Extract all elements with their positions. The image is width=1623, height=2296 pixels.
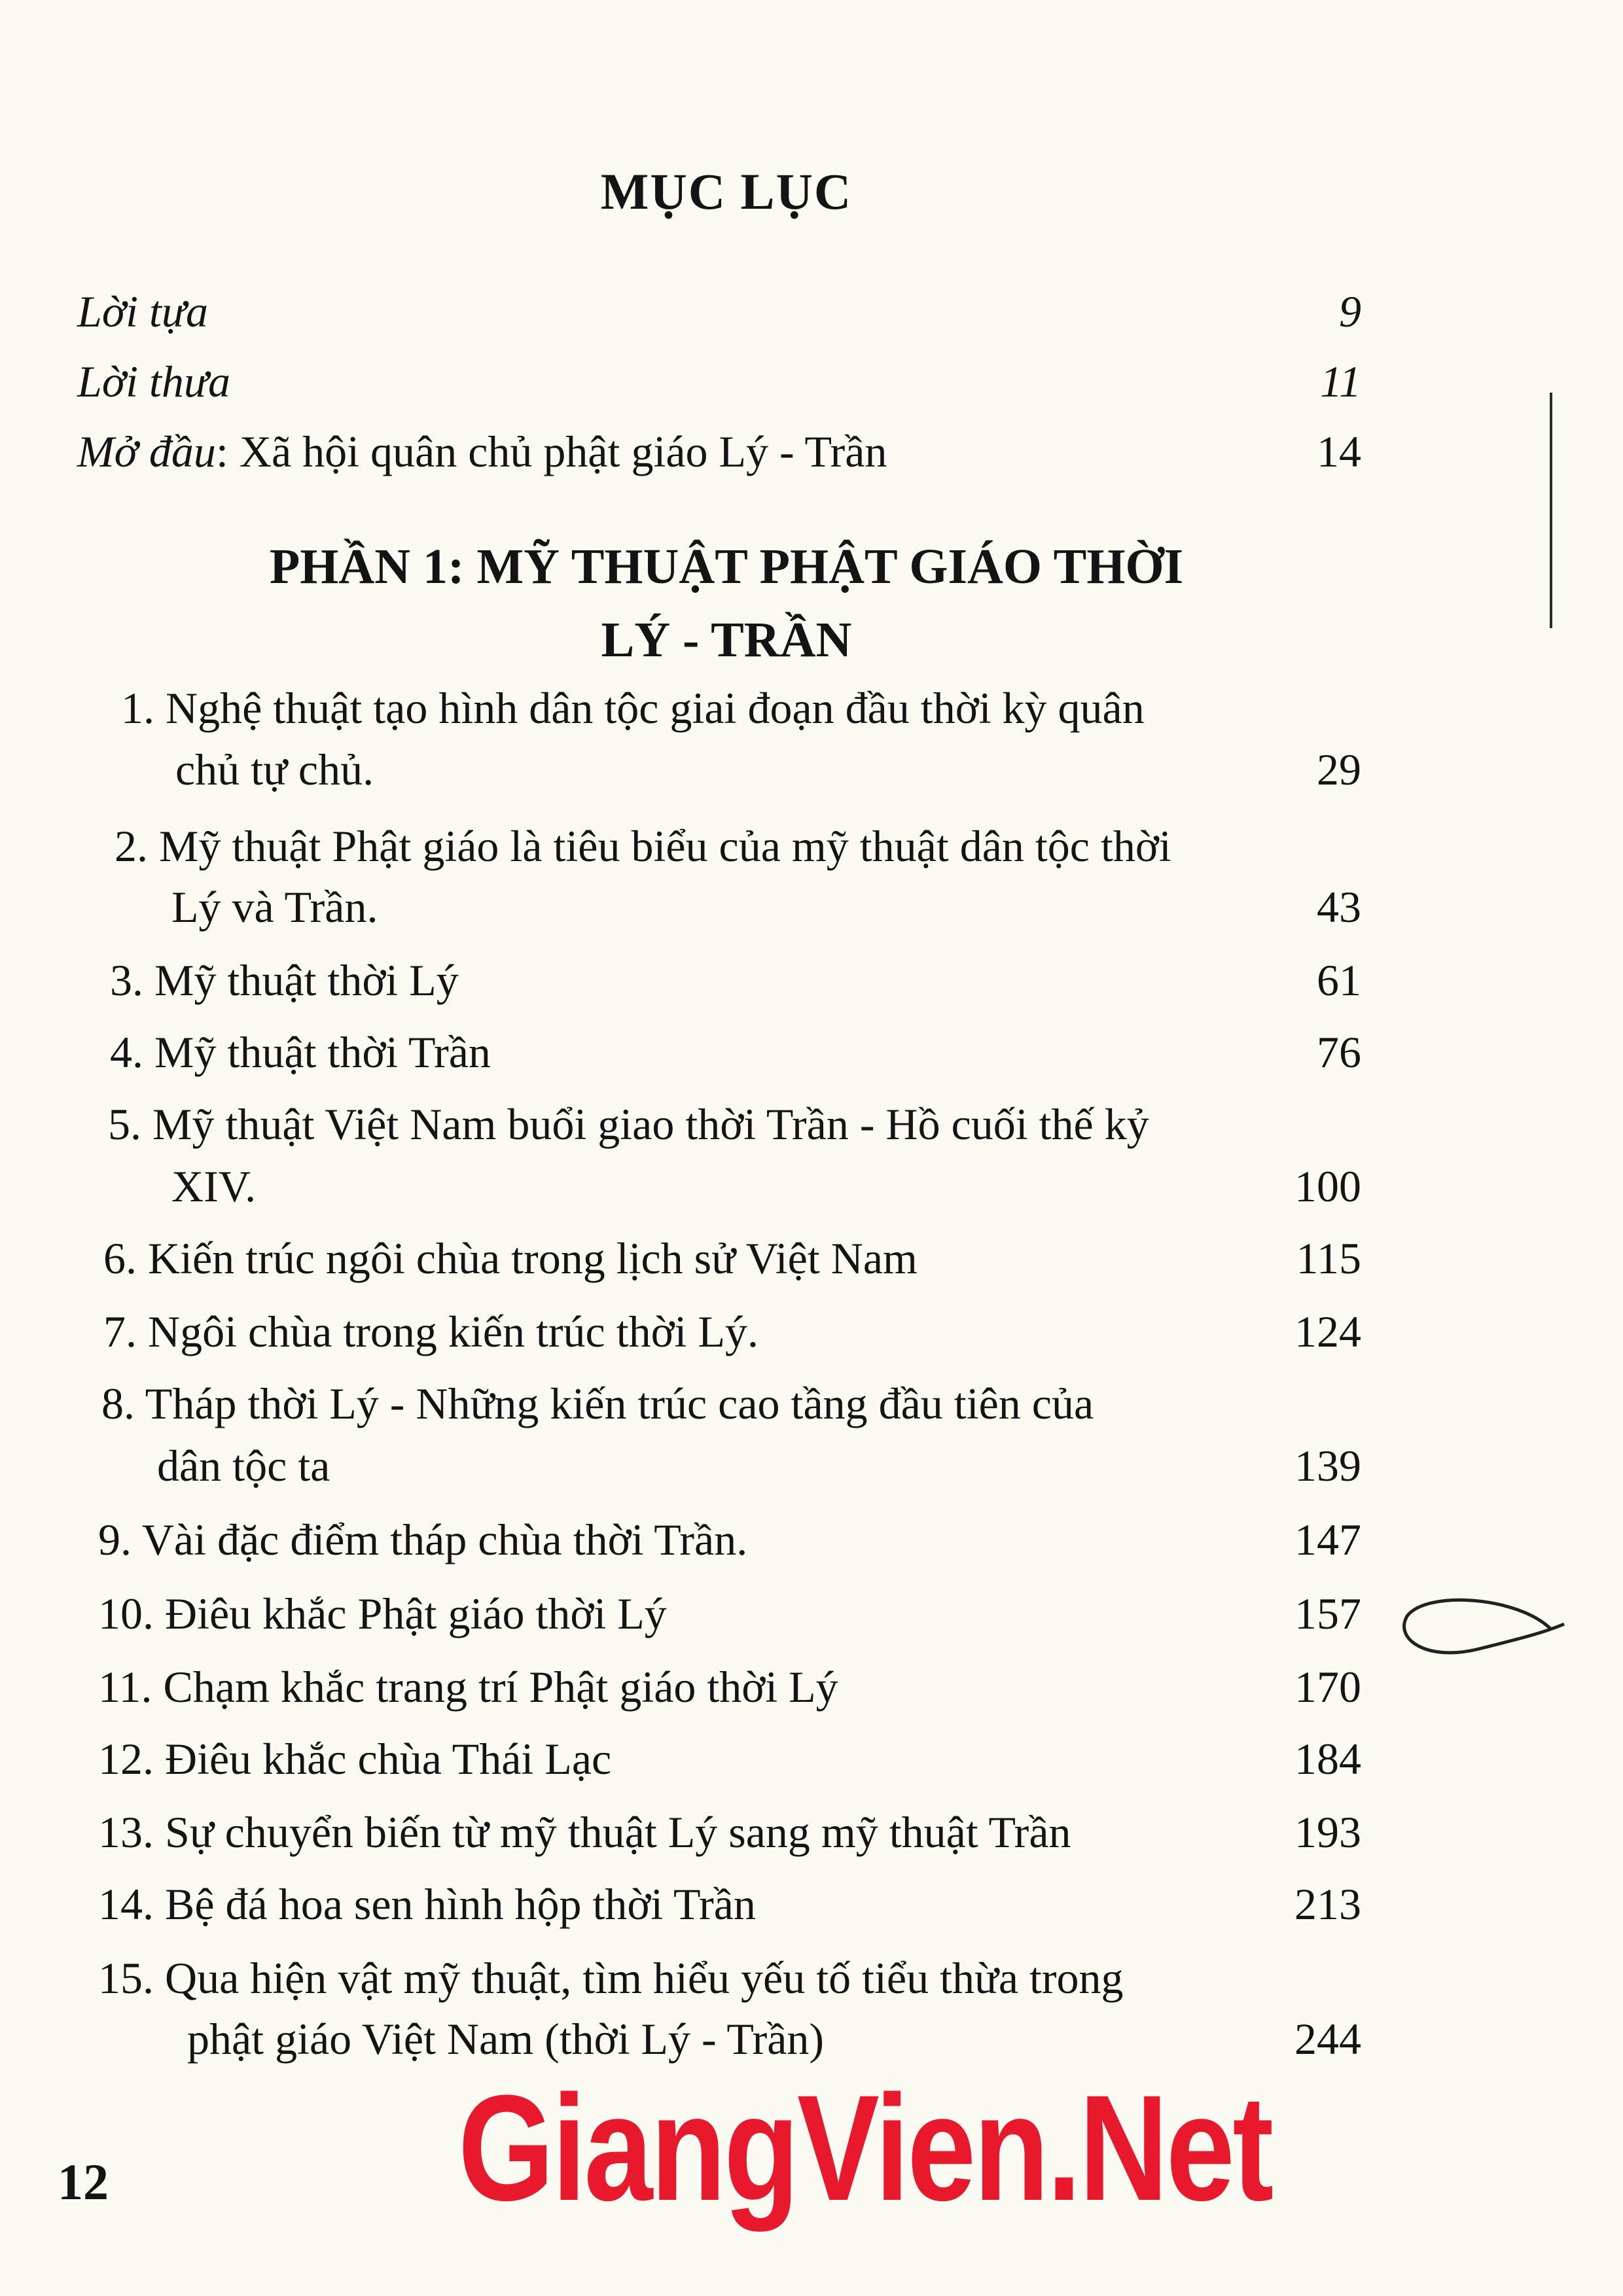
toc-entry-number: 11.	[98, 1662, 152, 1712]
toc-entry-page: 115	[1296, 1233, 1361, 1283]
toc-entry-label-rest: : Xã hội quân chủ phật giáo Lý - Trần	[215, 427, 887, 476]
toc-entry-page: 244	[1294, 2014, 1361, 2064]
toc-entry-title: Mỹ thuật Việt Nam buổi giao thời Trần - Hồ cuối thế kỷ	[152, 1099, 1149, 1149]
toc-entry-page: 43	[1317, 882, 1361, 932]
toc-entry-title-cont: chủ tự chủ.	[175, 745, 374, 794]
toc-entry-page: 9	[1339, 287, 1361, 336]
part-heading-line2: LÝ - TRẦN	[601, 612, 852, 667]
toc-entry-number: 12.	[98, 1734, 154, 1784]
toc-entry-title: Chạm khắc trang trí Phật giáo thời Lý	[163, 1662, 838, 1712]
toc-entry-page: 29	[1317, 745, 1361, 794]
page-number: 12	[58, 2153, 109, 2210]
toc-entry-title: Nghệ thuật tạo hình dân tộc giai đoạn đầu thời kỳ quân	[166, 683, 1145, 733]
toc-entry-title: Tháp thời Lý - Những kiến trúc cao tầng đầu tiên của	[145, 1379, 1094, 1428]
toc-entry-title: Kiến trúc ngôi chùa trong lịch sử Việt Nam	[148, 1233, 918, 1283]
margin-mark	[1550, 393, 1552, 628]
toc-entry-label: Lời tựa	[77, 287, 208, 336]
toc-entry-number: 1.	[121, 683, 154, 733]
toc-entry-page: 139	[1294, 1441, 1361, 1491]
toc-entry-page: 11	[1320, 357, 1361, 406]
toc-entry-number: 13.	[98, 1807, 154, 1857]
toc-entry-title: Mỹ thuật thời Trần	[154, 1027, 491, 1077]
pen-scribble-icon	[1387, 1583, 1584, 1675]
part-heading-line1: PHẦN 1: MỸ THUẬT PHẬT GIÁO THỜI	[269, 539, 1184, 594]
toc-entry-title-cont: Lý và Trần.	[171, 882, 378, 932]
toc-entry-number: 8.	[101, 1379, 135, 1428]
toc-entry-title: Mỹ thuật thời Lý	[154, 955, 459, 1005]
toc-entry-number: 7.	[103, 1307, 137, 1356]
part-heading	[0, 530, 1453, 677]
toc-entry-title: Mỹ thuật Phật giáo là tiêu biểu của mỹ thuật dân tộc thời	[159, 821, 1171, 871]
toc-entry-title: Điêu khắc Phật giáo thời Lý	[165, 1589, 667, 1638]
toc-entry-title: Điêu khắc chùa Thái Lạc	[165, 1734, 612, 1784]
toc-entry-page: 14	[1317, 427, 1361, 476]
toc-entry-label: Mở đầu	[77, 427, 216, 476]
toc-entry-number: 4.	[110, 1027, 143, 1077]
toc-entry-title: Vài đặc điểm tháp chùa thời Trần.	[141, 1515, 748, 1564]
toc-entry-page: 124	[1294, 1307, 1361, 1356]
toc-entry-page: 147	[1294, 1515, 1361, 1564]
watermark-logo: GiangVien.Net	[458, 2064, 1272, 2232]
toc-entry-title-cont: dân tộc ta	[157, 1441, 330, 1491]
toc-entry-label: Lời thưa	[77, 357, 230, 406]
toc-entry-number: 15.	[98, 1953, 154, 2003]
toc-entry-title: Bệ đá hoa sen hình hộp thời Trần	[165, 1879, 756, 1929]
toc-entry-title: Ngôi chùa trong kiến trúc thời Lý.	[148, 1307, 758, 1356]
toc-entry-page: 157	[1294, 1589, 1361, 1638]
toc-entry-number: 3.	[110, 955, 143, 1005]
toc-entry-page: 184	[1294, 1734, 1361, 1784]
toc-entry-title-cont: phật giáo Việt Nam (thời Lý - Trần)	[187, 2014, 825, 2064]
toc-entry-page: 100	[1294, 1161, 1361, 1211]
toc-entry-number: 9.	[98, 1515, 132, 1564]
toc-entry-number: 5.	[108, 1099, 141, 1149]
toc-entry-title: Sự chuyển biến từ mỹ thuật Lý sang mỹ thuật Trần	[165, 1807, 1071, 1857]
toc-entry-number: 10.	[98, 1589, 154, 1638]
toc-entry-page: 213	[1294, 1879, 1361, 1929]
toc-entry-page: 170	[1294, 1662, 1361, 1712]
toc-entry-page: 193	[1294, 1807, 1361, 1857]
toc-entry-number: 6.	[103, 1233, 137, 1283]
toc-heading: MỤC LỤC	[600, 163, 853, 220]
toc-entry-title-cont: XIV.	[171, 1161, 257, 1211]
toc-entry-page: 61	[1317, 955, 1361, 1005]
toc-entry-page: 76	[1317, 1027, 1361, 1077]
toc-entry-title: Qua hiện vật mỹ thuật, tìm hiểu yếu tố tiểu thừa trong	[165, 1953, 1124, 2003]
toc-entry-number: 2.	[115, 821, 148, 871]
toc-entry-number: 14.	[98, 1879, 154, 1929]
